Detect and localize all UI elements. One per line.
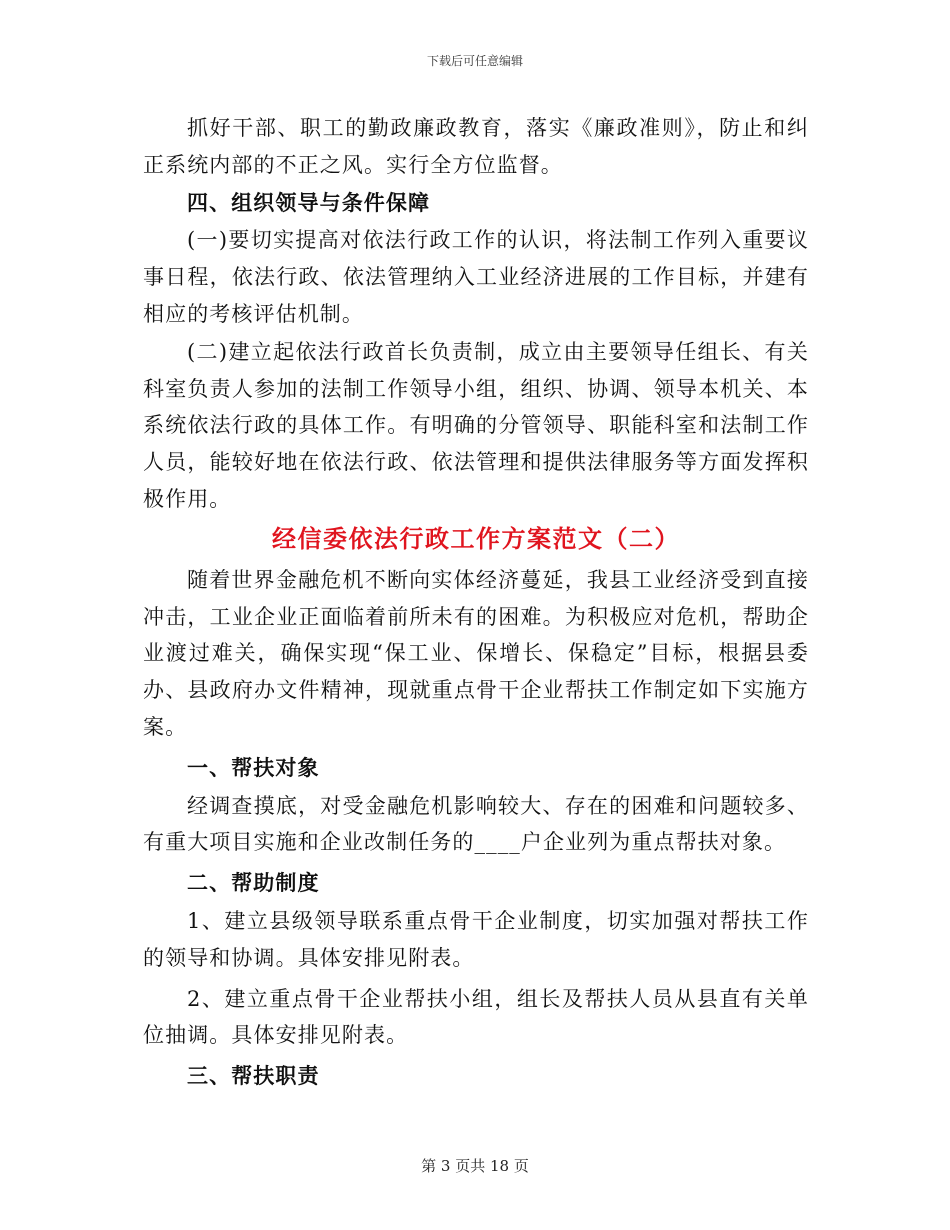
page-header: 下载后可任意编辑 <box>426 54 523 68</box>
document-title: 经信委依法行政工作方案范文（二） <box>272 523 680 553</box>
paragraph-item-2: (二)建立起依法行政首长负责制，成立由主要领导任组长、有关科室负责人参加的法制工作领导小组，组织、协调、领导本机关、本系统依法行政的具体工作。有明确的分管领导、职能科室和法制工作人员，能较好地在依法行政、依法管理和提供法律服务等方面发挥积极作用。 <box>143 339 809 511</box>
page-footer: 第 3 页共 18 页 <box>421 1157 529 1175</box>
heading-section-2: 二、帮助制度 <box>187 870 320 896</box>
paragraph-assistance-targets: 经调查摸底，对受金融危机影响较大、存在的困难和问题较多、有重大项目实施和企业改制任务的____户企业列为重点帮扶对象。 <box>143 793 809 855</box>
document-body <box>143 110 809 1095</box>
paragraph-system-1: 1、建立县级领导联系重点骨干企业制度，切实加强对帮扶工作的领导和协调。具体安排见附表。 <box>143 908 809 970</box>
paragraph-system-2: 2、建立重点骨干企业帮扶小组，组长及帮扶人员从县直有关单位抽调。具体安排见附表。 <box>143 986 809 1048</box>
heading-section-1: 一、帮扶对象 <box>187 754 320 780</box>
heading-section-4: 四、组织领导与条件保障 <box>187 189 431 215</box>
paragraph-integrity-education: 抓好干部、职工的勤政廉政教育，落实《廉政准则》，防止和纠正系统内部的不正之风。实行全方位监督。 <box>143 116 809 177</box>
paragraph-item-1: (一)要切实提高对依法行政工作的认识，将法制工作列入重要议事日程，依法行政、依法管理纳入工业经济进展的工作目标，并建有相应的考核评估机制。 <box>143 228 809 326</box>
paragraph-intro: 随着世界金融危机不断向实体经济蔓延，我县工业经济受到直接冲击，工业企业正面临着前所未有的困难。为积极应对危机，帮助企业渡过难关，确保实现“保工业、保增长、保稳定”目标，根据县委办、县政府办文件精神，现就重点骨干企业帮扶工作制定如下实施方案。 <box>143 567 809 739</box>
heading-section-3: 三、帮扶职责 <box>187 1063 320 1089</box>
